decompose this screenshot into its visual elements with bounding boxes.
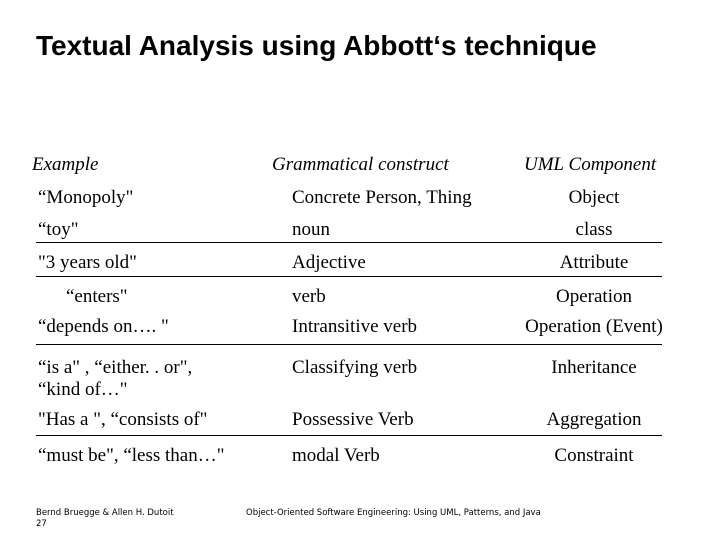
row-6-example: "Has a ", “consists of" [38,409,208,430]
row-5-example-line2: “kind of…" [38,379,128,400]
header-uml-component: UML Component [524,154,657,175]
row-7-component: Constraint [554,445,634,466]
row-1-example: “toy" [38,219,79,240]
row-6-construct: Possessive Verb [292,409,414,430]
row-0-component: Object [568,187,620,208]
row-3-construct: verb [292,286,326,307]
row-2-example: "3 years old" [38,252,137,273]
row-divider [36,242,662,243]
footer-page-number: 27 [36,519,47,529]
row-4-example: “depends on…. " [38,316,169,337]
row-5-construct: Classifying verb [292,357,418,378]
row-3-example: “enters" [66,286,128,307]
row-7-example: “must be", “less than…" [38,445,225,466]
row-1-construct: noun [292,219,330,240]
slide-title: Textual Analysis using Abbott‘s technique [36,30,597,61]
header-grammatical-construct: Grammatical construct [272,154,449,175]
row-4-construct: Intransitive verb [292,316,418,337]
row-4-component: Operation (Event) [525,316,663,337]
row-5-example: “is a" , “either. . or", [38,357,193,378]
row-0-example: “Monopoly" [38,187,134,208]
row-1-component: class [575,219,613,240]
row-divider [36,435,662,436]
row-2-component: Attribute [559,252,629,273]
row-divider [36,276,662,277]
row-5-component: Inheritance [551,357,637,378]
footer-authors: Bernd Bruegge & Allen H. Dutoit [36,508,174,518]
row-7-construct: modal Verb [292,445,380,466]
row-6-component: Aggregation [546,409,642,430]
footer-book-title: Object-Oriented Software Engineering: Using UML, Patterns, and Java [246,508,541,518]
row-divider [36,344,662,345]
row-0-construct: Concrete Person, Thing [292,187,472,208]
header-example: Example [32,154,99,175]
row-3-component: Operation [556,286,632,307]
footer-authors-block [36,508,174,530]
row-2-construct: Adjective [292,252,366,273]
